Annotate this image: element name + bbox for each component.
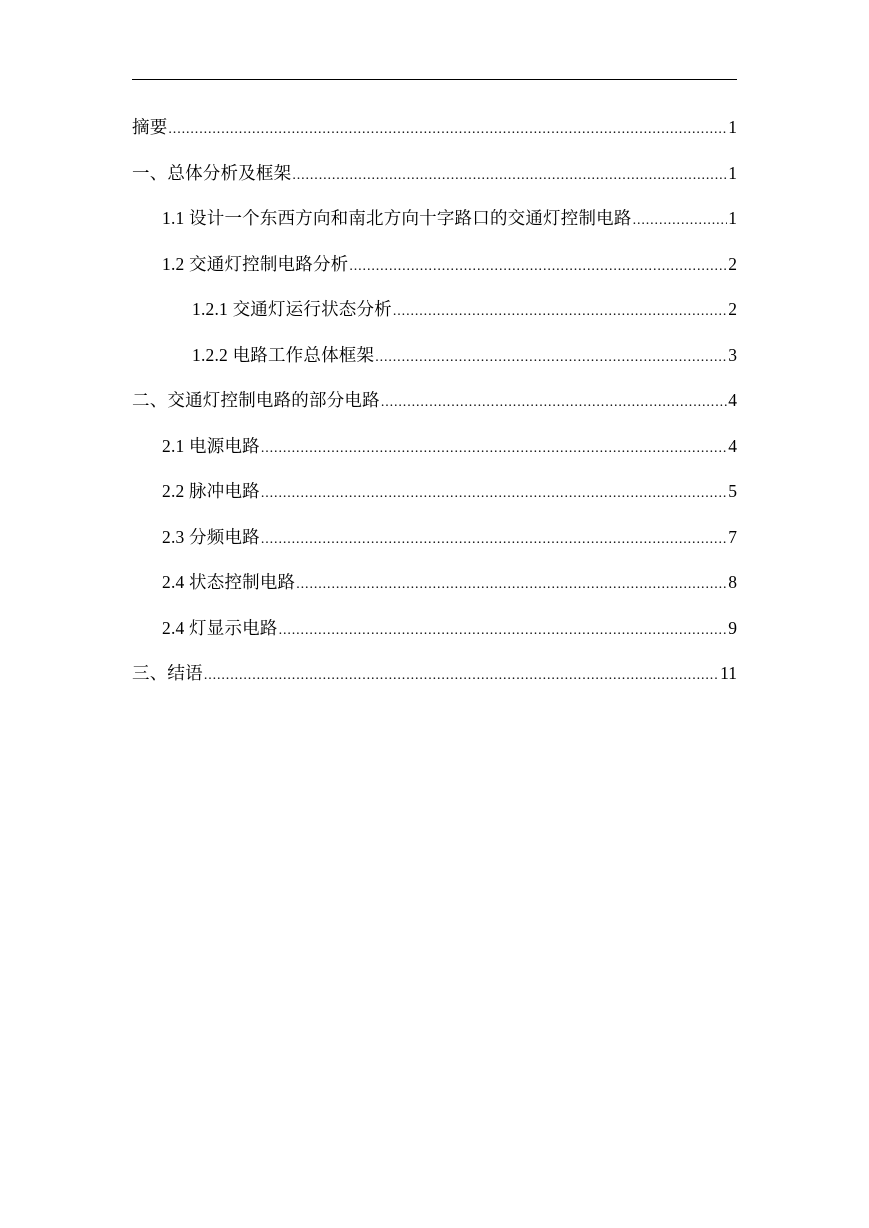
toc-dot-leader [393, 289, 727, 335]
toc-entry-title: 1.2.2 电路工作总体框架 [192, 344, 375, 365]
toc-page-number: 9 [728, 617, 737, 638]
toc-page-number: 1 [728, 117, 737, 137]
toc-page-number: 11 [720, 663, 737, 683]
table-of-contents [132, 105, 737, 697]
toc-dot-leader [261, 426, 727, 472]
toc-entry-title: 2.4 灯显示电路 [162, 617, 278, 638]
toc-entry-title: 1.1 设计一个东西方向和南北方向十字路口的交通灯控制电路 [162, 208, 632, 228]
toc-entry-chapter-2[interactable] [132, 378, 737, 424]
toc-dot-leader [261, 471, 727, 517]
toc-entry-title: 2.1 电源电路 [162, 435, 260, 456]
toc-dot-leader [261, 517, 727, 563]
toc-page-number: 5 [728, 481, 737, 501]
toc-dot-leader [381, 380, 727, 426]
toc-entry-title: 1.2.1 交通灯运行状态分析 [192, 299, 392, 319]
toc-page-number: 7 [728, 526, 737, 547]
toc-dot-leader [204, 653, 719, 699]
toc-dot-leader [168, 107, 727, 153]
toc-entry-title: 一、总体分析及框架 [132, 162, 292, 183]
toc-page-number: 4 [728, 390, 737, 410]
toc-entry-abstract[interactable] [132, 105, 737, 151]
toc-page-number: 2 [728, 253, 737, 274]
toc-dot-leader [633, 198, 728, 244]
toc-dot-leader [349, 244, 727, 290]
toc-entry-title: 2.3 分频电路 [162, 526, 260, 547]
toc-dot-leader [292, 153, 727, 199]
toc-entry-section-2-4-light-display[interactable] [132, 606, 737, 652]
toc-entry-title: 1.2 交通灯控制电路分析 [162, 253, 349, 274]
toc-entry-title: 摘要 [132, 117, 168, 137]
toc-dot-leader [279, 608, 728, 654]
toc-dot-leader [375, 335, 727, 381]
toc-entry-chapter-1[interactable] [132, 151, 737, 197]
toc-entry-section-2-3[interactable] [132, 515, 737, 561]
toc-entry-title: 2.4 状态控制电路 [162, 572, 296, 592]
toc-page-number: 4 [728, 435, 737, 456]
toc-entry-section-1-2-2[interactable] [132, 333, 737, 379]
toc-entry-chapter-3[interactable] [132, 651, 737, 697]
toc-entry-title: 2.2 脉冲电路 [162, 481, 260, 501]
toc-entry-section-1-1[interactable] [132, 196, 737, 242]
toc-entry-section-1-2-1[interactable] [132, 287, 737, 333]
header-rule [132, 79, 737, 80]
toc-entry-title: 二、交通灯控制电路的部分电路 [132, 390, 380, 410]
toc-page-number: 1 [728, 208, 737, 228]
toc-entry-section-1-2[interactable] [132, 242, 737, 288]
toc-entry-title: 三、结语 [132, 663, 203, 683]
toc-page-number: 3 [728, 344, 737, 365]
toc-page-number: 8 [728, 572, 737, 592]
toc-entry-section-2-4-state-control[interactable] [132, 560, 737, 606]
toc-dot-leader [296, 562, 727, 608]
toc-page-number: 1 [728, 162, 737, 183]
toc-page-number: 2 [728, 299, 737, 319]
toc-entry-section-2-2[interactable] [132, 469, 737, 515]
toc-entry-section-2-1[interactable] [132, 424, 737, 470]
